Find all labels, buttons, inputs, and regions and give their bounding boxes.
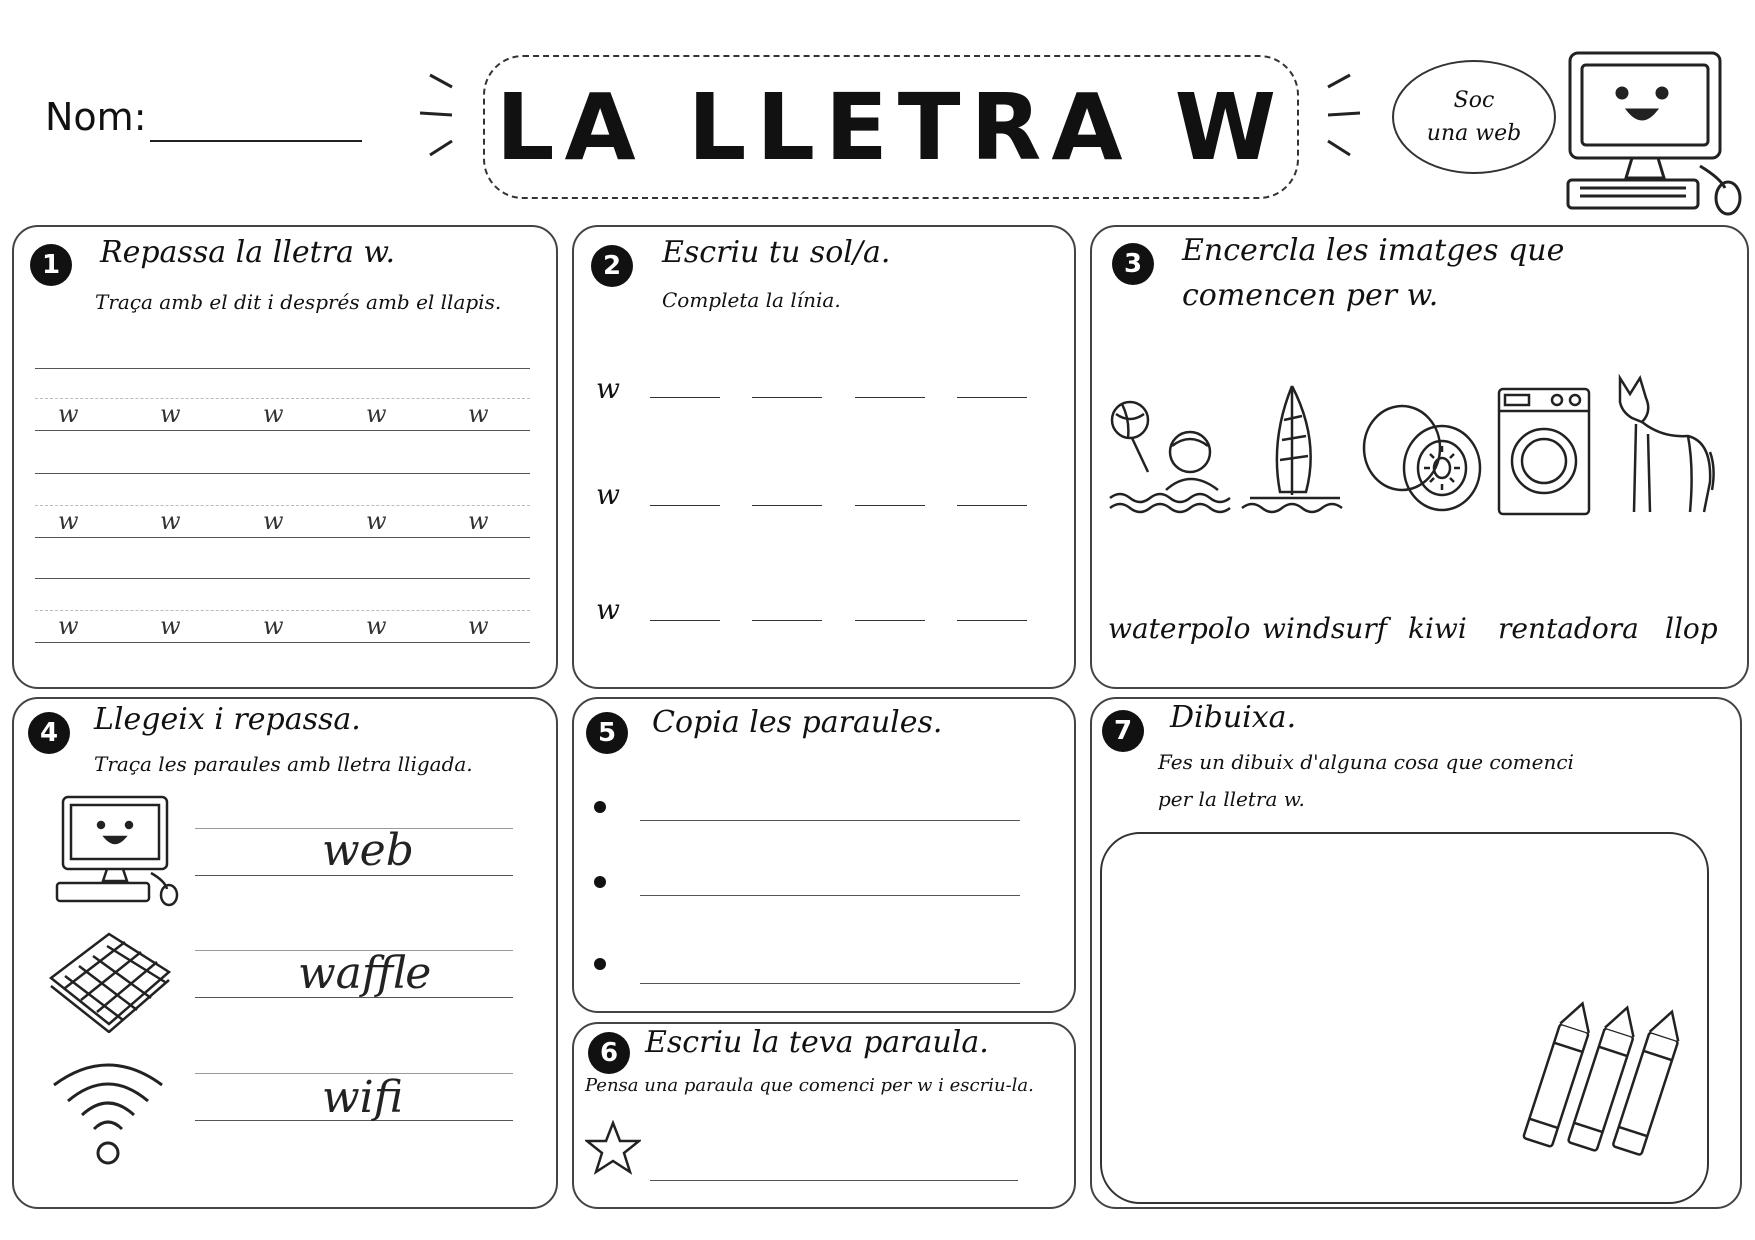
guide-line — [35, 578, 530, 579]
write-blank[interactable] — [855, 620, 925, 621]
star-icon — [585, 1120, 641, 1176]
word-windsurf: windsurf — [1262, 612, 1388, 645]
sparkle-left-icon — [410, 65, 470, 165]
trace-letter: w — [160, 400, 181, 428]
wolf-icon[interactable] — [1612, 372, 1717, 522]
write-blank[interactable] — [752, 505, 822, 506]
guide-line — [35, 368, 530, 369]
write-blank[interactable] — [650, 620, 720, 621]
trace-word-web: web — [322, 825, 414, 876]
trace-letter: w — [468, 507, 489, 535]
bullet — [594, 958, 606, 970]
trace-letter: w — [366, 507, 387, 535]
answer-line[interactable] — [650, 1180, 1018, 1181]
windsurf-icon[interactable] — [1240, 380, 1350, 520]
bullet — [594, 801, 606, 813]
trace-letter: w — [263, 612, 284, 640]
bubble-line-1: Soc — [1453, 88, 1495, 113]
trace-letter: w — [58, 612, 79, 640]
trace-letter: w — [263, 400, 284, 428]
trace-letter: w — [366, 400, 387, 428]
waterpolo-icon[interactable] — [1108, 380, 1233, 520]
trace-letter: w — [160, 507, 181, 535]
step-number-3: 3 — [1112, 243, 1154, 285]
guide-line — [35, 537, 530, 538]
trace-letter: w — [468, 400, 489, 428]
model-letter: w — [596, 478, 620, 511]
wifi-icon — [48, 1055, 168, 1165]
page-title: LA LLETRA W — [495, 73, 1287, 181]
panel5-title: Copia les paraules. — [652, 705, 943, 740]
trace-letter: w — [58, 400, 79, 428]
panel6-title: Escriu la teva paraula. — [645, 1025, 989, 1060]
panel1-title: Repassa la lletra w. — [100, 235, 396, 270]
trace-word-waffle: waffle — [298, 948, 432, 999]
step-number-4: 4 — [28, 712, 70, 754]
copy-line[interactable] — [640, 983, 1020, 984]
guide-line-dashed — [35, 398, 530, 399]
bubble-line-2: una web — [1426, 121, 1522, 146]
trace-letter: w — [366, 612, 387, 640]
computer-icon — [55, 795, 185, 907]
panel6-subtitle: Pensa una paraula que comenci per w i escriu-la. — [585, 1075, 1034, 1096]
write-blank[interactable] — [752, 397, 822, 398]
word-waterpolo: waterpolo — [1108, 612, 1251, 645]
crayons-icon — [1515, 995, 1685, 1180]
panel3-title-line2: comencen per w. — [1182, 278, 1439, 313]
panel7-subtitle-line2: per la lletra w. — [1158, 787, 1305, 811]
sparkle-right-icon — [1310, 65, 1370, 165]
write-blank[interactable] — [957, 397, 1027, 398]
waffle-icon — [45, 928, 175, 1033]
step-number-6: 6 — [588, 1032, 630, 1074]
panel-copia-paraules — [572, 697, 1076, 1013]
panel3-title-line1: Encercla les imatges que — [1182, 233, 1565, 268]
model-letter: w — [596, 372, 620, 405]
panel4-title: Llegeix i repassa. — [94, 702, 361, 737]
trace-letter: w — [263, 507, 284, 535]
panel7-title: Dibuixa. — [1170, 700, 1297, 735]
trace-letter: w — [468, 612, 489, 640]
title-box — [483, 55, 1299, 199]
step-number-2: 2 — [591, 245, 633, 287]
write-blank[interactable] — [752, 620, 822, 621]
word-rentadora: rentadora — [1498, 612, 1639, 645]
panel4-subtitle: Traça les paraules amb lletra lligada. — [94, 752, 473, 776]
panel2-subtitle: Completa la línia. — [662, 288, 841, 312]
name-field-line[interactable] — [150, 140, 362, 142]
guide-line — [35, 430, 530, 431]
guide-line — [35, 473, 530, 474]
bullet — [594, 876, 606, 888]
washing-machine-icon[interactable] — [1495, 385, 1595, 520]
name-label: Nom: — [45, 95, 147, 139]
guide-line-dashed — [35, 505, 530, 506]
write-blank[interactable] — [855, 397, 925, 398]
model-letter: w — [596, 593, 620, 626]
copy-line[interactable] — [640, 820, 1020, 821]
write-blank[interactable] — [957, 505, 1027, 506]
computer-mascot-icon — [1560, 48, 1750, 218]
word-llop: llop — [1665, 612, 1718, 645]
guide-line-dashed — [35, 610, 530, 611]
panel1-subtitle: Traça amb el dit i després amb el llapis. — [95, 290, 502, 314]
copy-line[interactable] — [640, 895, 1020, 896]
guide-line — [35, 642, 530, 643]
step-number-7: 7 — [1102, 710, 1144, 752]
write-blank[interactable] — [855, 505, 925, 506]
panel7-subtitle-line1: Fes un dibuix d'alguna cosa que comenci — [1158, 750, 1574, 774]
word-kiwi: kiwi — [1408, 612, 1467, 645]
trace-letter: w — [58, 507, 79, 535]
trace-letter: w — [160, 612, 181, 640]
write-blank[interactable] — [650, 397, 720, 398]
panel2-title: Escriu tu sol/a. — [662, 235, 891, 270]
speech-bubble — [1392, 60, 1556, 174]
step-number-5: 5 — [586, 712, 628, 754]
write-blank[interactable] — [650, 505, 720, 506]
kiwi-icon[interactable] — [1360, 400, 1485, 520]
step-number-1: 1 — [30, 244, 72, 286]
write-blank[interactable] — [957, 620, 1027, 621]
trace-word-wifi: wifi — [322, 1072, 404, 1123]
